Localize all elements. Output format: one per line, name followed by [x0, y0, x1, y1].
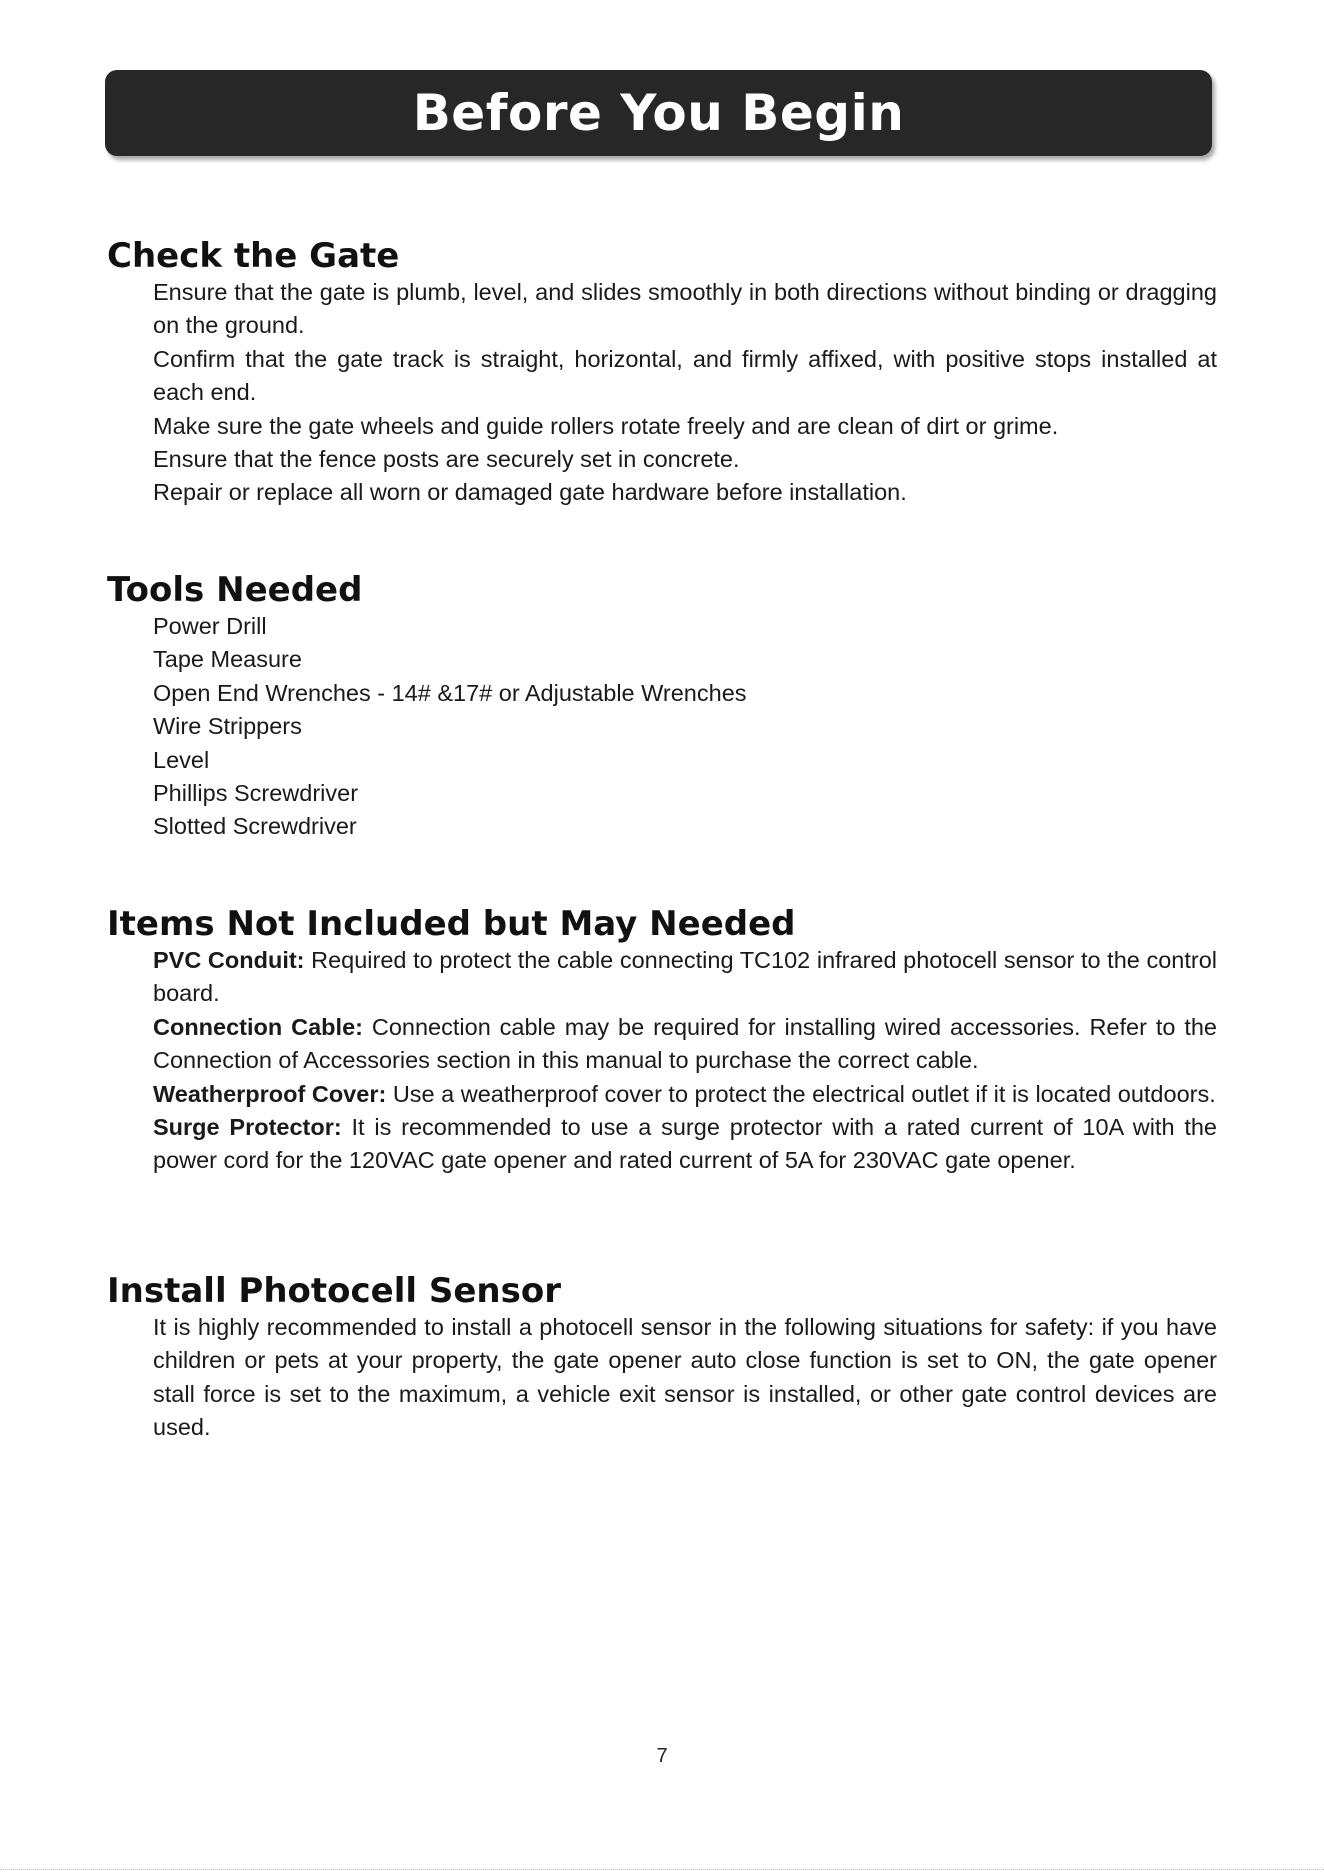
tool-item: Power Drill	[153, 613, 267, 639]
not-included-section	[107, 904, 1217, 1178]
tools-section	[107, 570, 1217, 844]
check-gate-item: Repair or replace all worn or damaged gate hardware before installation.	[153, 479, 907, 506]
check-gate-heading: Check the Gate	[107, 236, 400, 276]
tool-item: Open End Wrenches - 14# &17# or Adjustable Wrenches	[153, 679, 747, 706]
check-gate-item: Ensure that the fence posts are securely set in concrete.	[153, 446, 740, 473]
tool-item: Wire Strippers	[153, 713, 302, 740]
page-title: Before You Begin	[412, 84, 905, 142]
photocell-text: It is highly recommended to install a photocell sensor in the following situations for safety: if you have children or pets at your property, the gate opener auto close function is set to ON, the gate opener stall force is set to the maximum, a vehicle exit sensor is installed, or other gate control devices are used.	[153, 1314, 1217, 1441]
not-included-item	[153, 1111, 1217, 1178]
photocell-section	[107, 1271, 1217, 1445]
not-included-item	[153, 1078, 1217, 1111]
item-text: Required to protect the cable connecting TC102 infrared photocell sensor to the control board.	[153, 947, 1217, 1007]
item-label: Connection Cable:	[153, 1013, 363, 1040]
check-gate-item: Ensure that the gate is plumb, level, and slides smoothly in both directions without binding or dragging on the ground.	[153, 279, 1217, 339]
item-text: Connection cable may be required for installing wired accessories. Refer to the Connection of Accessories section in this manual to purchase the correct cable.	[153, 1013, 1217, 1074]
check-gate-item: Confirm that the gate track is straight, horizontal, and firmly affixed, with positive stops installed at each end.	[153, 345, 1217, 406]
tool-item: Tape Measure	[153, 646, 302, 673]
item-label: Weatherproof Cover:	[153, 1080, 387, 1107]
not-included-item	[153, 944, 1217, 1011]
tool-item: Slotted Screwdriver	[153, 813, 357, 840]
photocell-heading: Install Photocell Sensor	[107, 1271, 562, 1311]
tools-heading: Tools Needed	[107, 570, 363, 610]
section-banner	[105, 70, 1212, 156]
tool-item: Level	[153, 746, 210, 773]
check-gate-section	[107, 236, 1217, 510]
tool-item: Phillips Screwdriver	[153, 780, 359, 807]
page-number: 7	[656, 1745, 668, 1767]
item-label: Surge Protector:	[153, 1114, 342, 1141]
not-included-heading: Items Not Included but May Needed	[107, 904, 796, 944]
item-text: It is recommended to use a surge protector with a rated current of 10A with the power cord for the 120VAC gate opener and rated current of 5A for 230VAC gate opener.	[153, 1114, 1217, 1174]
not-included-item	[153, 1011, 1217, 1078]
item-text: Use a weatherproof cover to protect the electrical outlet if it is located outdoors.	[386, 1080, 1216, 1107]
check-gate-item: Make sure the gate wheels and guide rollers rotate freely and are clean of dirt or grime.	[153, 412, 1059, 439]
item-label: PVC Conduit:	[153, 947, 305, 973]
